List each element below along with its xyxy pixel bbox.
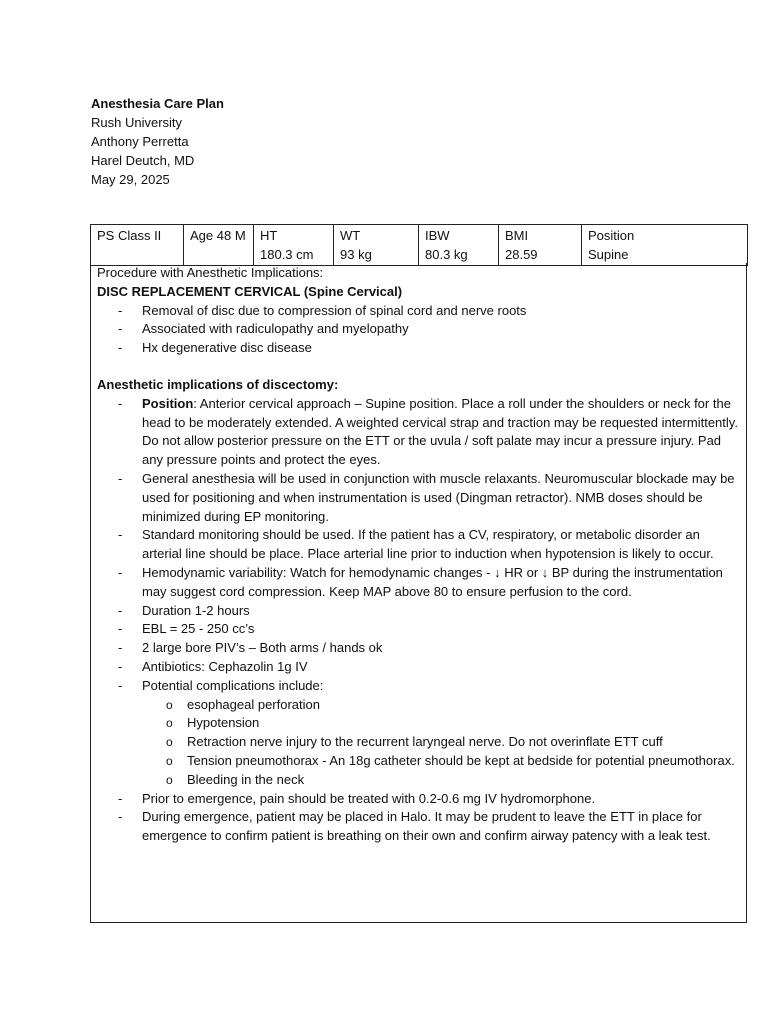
list-item: - Removal of disc due to compression of spinal cord and nerve roots [97,302,740,321]
list-item: - EBL = 25 - 250 cc’s [97,620,740,639]
list-item: - Standard monitoring should be used. If the patient has a CV, respiratory, or metabolic disorder an arterial line should be place. Place arterial line prior to induction when hypotension is likely to occur. [97,526,740,564]
list-item: o Tension pneumothorax - An 18g catheter should be kept at bedside for potential pneumothorax. [142,752,740,771]
procedure-heading: Procedure with Anesthetic Implications: [97,265,324,280]
list-item: - Hx degenerative disc disease [97,339,740,358]
surgeon-name: Harel Deutch, MD [91,153,195,168]
procedure-list [97,302,740,358]
vitals-cell-ibw: IBW 80.3 kg [419,225,499,266]
list-item: o Hypotension [142,714,740,733]
list-item: o esophageal perforation [142,696,740,715]
list-item: - General anesthesia will be used in conjunction with muscle relaxants. Neuromuscular blockade may be used for positioning and when instrumentation is used (Dingman retractor). NMB doses should be minimized during EP monitoring. [97,470,740,526]
implications-list [97,395,740,846]
list-item: o Bleeding in the neck [142,771,740,790]
list-item: - Hemodynamic variability: Watch for hemodynamic changes - ↓ HR or ↓ BP during the instrumentation may suggest cord compression. Keep MAP above 80 to ensure perfusion to the cord. [97,564,740,602]
complications-label: Potential complications include: [142,677,324,693]
author-name: Anthony Perretta [91,134,189,149]
complications-list [142,696,740,790]
list-item [97,677,740,790]
vitals-table [90,224,748,266]
vitals-cell-height: HT 180.3 cm [254,225,334,266]
vitals-cell-ps-class: PS Class II [91,225,184,266]
vitals-cell-age: Age 48 M [184,225,254,266]
vitals-cell-position: Position Supine [582,225,748,266]
list-item: o Retraction nerve injury to the recurrent laryngeal nerve. Do not overinflate ETT cuff [142,733,740,752]
list-item: - Antibiotics: Cephazolin 1g IV [97,658,740,677]
document-date: May 29, 2025 [91,172,170,187]
care-plan-body [90,263,747,923]
document-header [91,94,224,189]
list-item [97,395,740,470]
procedure-name: DISC REPLACEMENT CERVICAL (Spine Cervical) [97,283,403,299]
vitals-cell-bmi: BMI 28.59 [499,225,582,266]
implications-heading: Anesthetic implications of discectomy: [97,376,339,392]
list-item: - Duration 1-2 hours [97,602,740,621]
position-label: Position [142,395,194,411]
table-row [91,225,748,266]
institution: Rush University [91,115,183,130]
list-item: - Associated with radiculopathy and myelopathy [97,320,740,339]
document-title: Anesthesia Care Plan [91,96,224,111]
list-item: - 2 large bore PIV’s – Both arms / hands ok [97,639,740,658]
list-item: - Prior to emergence, pain should be treated with 0.2-0.6 mg IV hydromorphone. [97,790,740,809]
vitals-cell-weight: WT 93 kg [334,225,419,266]
position-text: : Anterior cervical approach – Supine position. Place a roll under the shoulders or neck for the head to be moderately extended. A weighted cervical strap and traction may be requested intermittently. Do not allow posterior pressure on the ETT or the uvula / soft palate may incur a pressure injury. Pad any pressure points and protect the eyes. [142,395,738,468]
list-item: - During emergence, patient may be placed in Halo. It may be prudent to leave the ETT in place for emergence to confirm patient is breathing on their own and confirm airway patency with a leak test. [97,808,740,846]
